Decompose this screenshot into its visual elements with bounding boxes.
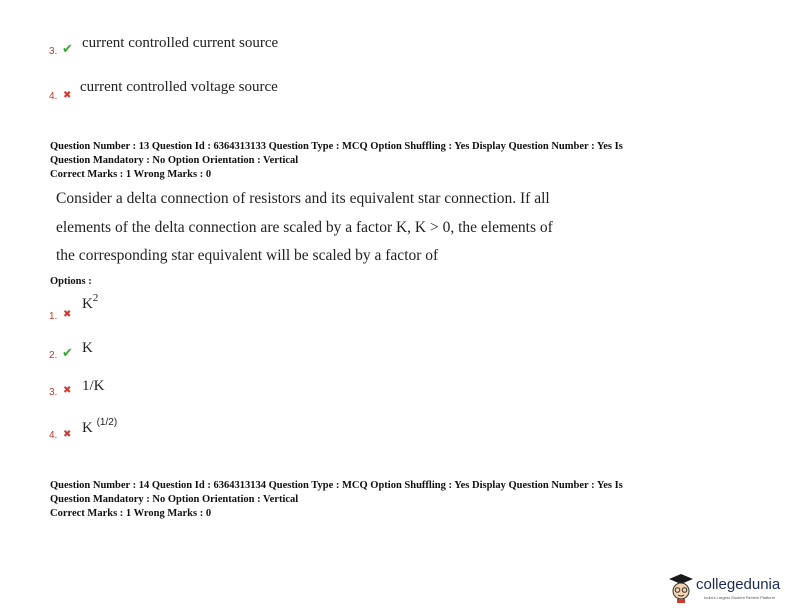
- marks-line: Correct Marks : 1 Wrong Marks : 0: [50, 169, 212, 180]
- option-text: current controlled current source: [82, 35, 279, 51]
- option-number: 1.: [49, 311, 58, 322]
- option-number: 3.: [49, 46, 58, 57]
- option-superscript: (1/2): [96, 417, 118, 428]
- logo-tagline: India's Largest Student Review Platform: [704, 595, 776, 600]
- question-meta: [50, 479, 623, 521]
- option-number: 3.: [49, 387, 58, 398]
- wrong-cross-icon: ✖: [63, 429, 72, 440]
- option-text: 1/K: [82, 378, 105, 394]
- meta-line: Question Mandatory : No Option Orientation : Vertical: [50, 155, 299, 166]
- option-text: [82, 292, 99, 313]
- option-text: [82, 417, 118, 437]
- option-base: K: [82, 296, 93, 312]
- wrong-cross-icon: ✖: [63, 385, 72, 396]
- question-meta: [50, 140, 623, 182]
- option-number: 4.: [49, 91, 58, 102]
- option-base: K: [82, 420, 93, 436]
- options-label: Options :: [50, 276, 92, 287]
- correct-check-icon: ✔: [62, 346, 73, 361]
- marks-line: Correct Marks : 1 Wrong Marks : 0: [50, 508, 212, 519]
- question-text-line: elements of the delta connection are scaled by a factor K, K > 0, the elements of: [56, 219, 553, 236]
- collegedunia-logo: [668, 570, 783, 606]
- question-text-line: the corresponding star equivalent will be scaled by a factor of: [56, 247, 439, 264]
- student-mascot-icon: [668, 572, 694, 604]
- logo-name: collegedunia: [696, 576, 781, 593]
- meta-line: Question Number : 13 Question Id : 6364313133 Question Type : MCQ Option Shuffling : Yes Display Question Number : Yes Is: [50, 141, 623, 152]
- correct-check-icon: ✔: [62, 42, 73, 57]
- option-number: 4.: [49, 430, 58, 441]
- option-number: 2.: [49, 350, 58, 361]
- question-text-line: Consider a delta connection of resistors and its equivalent star connection. If all: [56, 190, 550, 207]
- meta-line: Question Number : 14 Question Id : 6364313134 Question Type : MCQ Option Shuffling : Yes Display Question Number : Yes Is: [50, 480, 623, 491]
- option-text: current controlled voltage source: [80, 79, 278, 95]
- option-superscript: 2: [92, 292, 99, 304]
- wrong-cross-icon: ✖: [63, 309, 72, 320]
- wrong-cross-icon: ✖: [63, 90, 72, 101]
- option-text: K: [82, 340, 93, 356]
- meta-line: Question Mandatory : No Option Orientation : Vertical: [50, 494, 299, 505]
